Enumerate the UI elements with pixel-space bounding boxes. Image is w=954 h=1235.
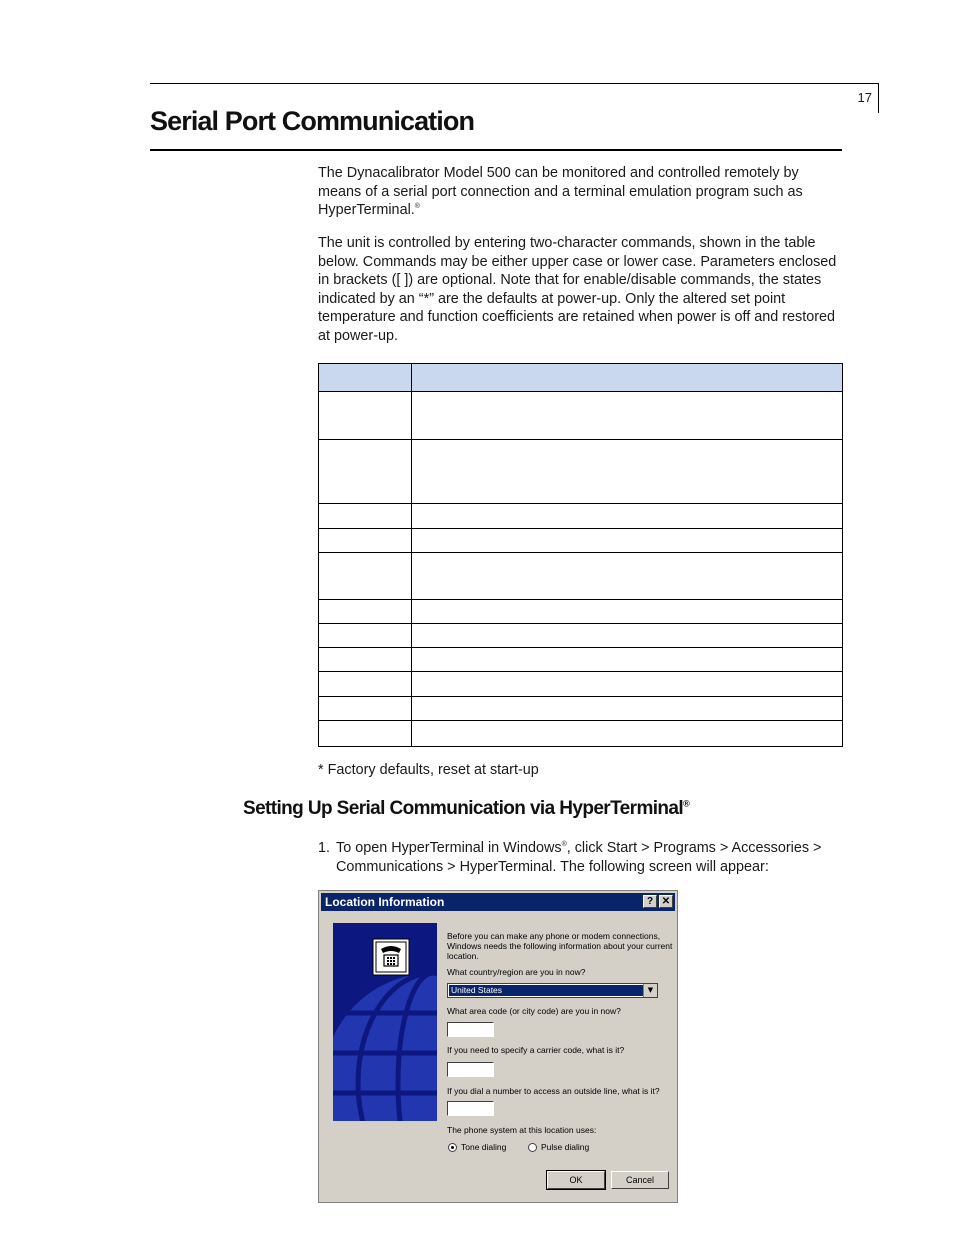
carrier-code-label: If you need to specify a carrier code, what is it? xyxy=(447,1045,625,1055)
table-column-divider xyxy=(411,364,412,746)
phone-system-label: The phone system at this location uses: xyxy=(447,1125,597,1135)
step-text-b: , click Start > Programs > Accessories > Communications > HyperTerminal. The following screen will appear: xyxy=(336,840,822,875)
country-select-value: United States xyxy=(449,985,643,996)
cancel-button[interactable]: Cancel xyxy=(611,1171,669,1189)
step-text-a: To open HyperTerminal in Windows xyxy=(336,840,562,856)
outside-line-input[interactable] xyxy=(447,1101,494,1116)
header-rule xyxy=(150,83,879,84)
registered-mark: ® xyxy=(561,841,567,849)
area-code-input[interactable] xyxy=(447,1022,494,1037)
step-number: 1. xyxy=(318,840,331,856)
dialog-title: Location Information xyxy=(325,895,445,909)
globe-phone-illustration xyxy=(333,923,437,1121)
chevron-down-icon[interactable]: ▼ xyxy=(643,984,657,997)
section-heading xyxy=(243,798,689,820)
table-row-divider xyxy=(319,503,842,504)
step-text xyxy=(336,839,836,876)
table-row-divider xyxy=(319,647,842,648)
section-heading-text: Setting Up Serial Communication via HyperTerminal xyxy=(243,798,684,819)
table-row-divider xyxy=(319,599,842,600)
table-row-divider xyxy=(319,720,842,721)
location-information-dialog xyxy=(318,890,678,1203)
table-row-divider xyxy=(319,696,842,697)
command-table xyxy=(318,363,843,747)
country-select[interactable] xyxy=(447,983,658,998)
intro-paragraph-1 xyxy=(318,164,844,220)
command-table-header xyxy=(319,364,842,392)
tone-dialing-radio[interactable] xyxy=(448,1143,457,1152)
table-row-divider xyxy=(319,439,842,440)
table-row-divider xyxy=(319,671,842,672)
intro-paragraph-2: The unit is controlled by entering two-character commands, shown in the table below. Commands may be either upper case or lower case. Parameters enclosed in brackets ([ ]) are optional. Note that for enable/disable commands, the states indicated by an “*” are the defaults at power-up. Only the altered set point temperature and function coefficients are retained when power is off and restored at power-up. xyxy=(318,235,837,344)
outside-line-label: If you dial a number to access an outside line, what is it? xyxy=(447,1086,660,1096)
help-button[interactable]: ? xyxy=(643,895,657,908)
radio-selected-dot xyxy=(451,1146,454,1149)
table-row-divider xyxy=(319,528,842,529)
country-label: What country/region are you in now? xyxy=(447,967,586,977)
area-code-label: What area code (or city code) are you in now? xyxy=(447,1006,621,1016)
header-rule-vertical xyxy=(878,83,879,113)
page-title: Serial Port Communication xyxy=(150,106,475,136)
registered-mark: ® xyxy=(414,203,420,211)
pulse-dialing-radio[interactable] xyxy=(528,1143,537,1152)
globe-icon xyxy=(333,923,437,1121)
table-row-divider xyxy=(319,552,842,553)
intro-paragraph-1-text: The Dynacalibrator Model 500 can be monitored and controlled remotely by means of a serial port connection and a terminal emulation program such as HyperTerminal. xyxy=(318,165,803,219)
dialog-intro-text: Before you can make any phone or modem connections, Windows needs the following information about your current location. xyxy=(447,931,673,961)
close-button[interactable]: ✕ xyxy=(659,895,673,908)
carrier-code-input[interactable] xyxy=(447,1062,494,1077)
ok-button[interactable]: OK xyxy=(547,1171,605,1189)
registered-mark: ® xyxy=(683,798,690,809)
table-footnote: * Factory defaults, reset at start-up xyxy=(318,762,539,778)
page-number: 17 xyxy=(857,90,872,105)
tone-dialing-label[interactable]: Tone dialing xyxy=(461,1142,507,1152)
pulse-dialing-label[interactable]: Pulse dialing xyxy=(541,1142,590,1152)
dialog-title-bar xyxy=(321,893,675,911)
table-row-divider xyxy=(319,623,842,624)
title-rule xyxy=(150,149,842,151)
